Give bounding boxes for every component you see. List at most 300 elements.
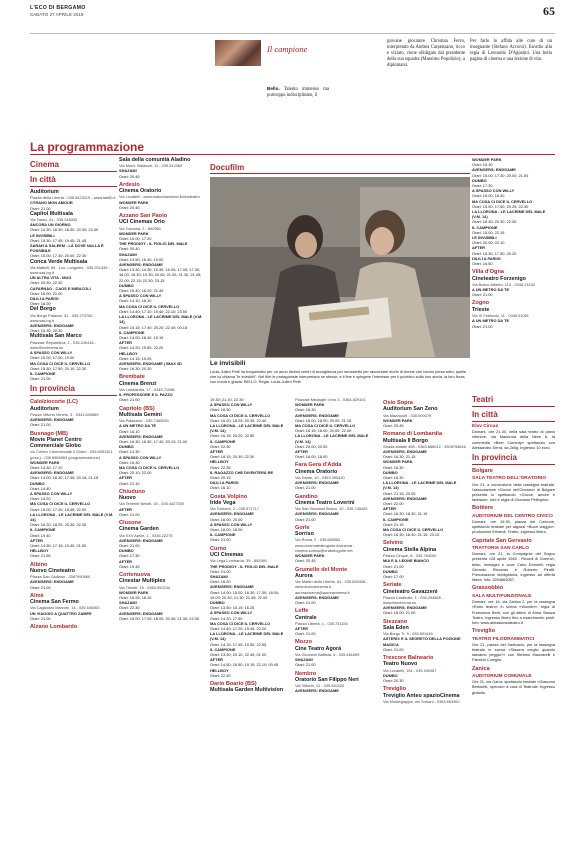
film-title: SHAZAM! [119,168,137,174]
cinema-name: Cinema Teatro Loverini [295,500,355,507]
town-name: Bolgare [472,468,493,475]
showtimes: Orari: 20.00; 22.00 [295,443,328,449]
heading-rule [30,171,117,172]
cinema-name: Treviglio Anteo spazioCinema [383,692,460,699]
section-heading: In provincia [472,453,517,463]
showtimes: Orari: 14.30 [119,449,140,455]
cinema-address: Via Borgo Palazzo, 51 - 035.270760 - www.sas.bg.it [30,312,95,323]
film-title: A UN METRO DA TE [472,318,510,324]
film-title: AVENGERS: ENDGAME | IMAX 3D [119,360,182,366]
cinema-name: Centrale [295,614,317,621]
showtimes: Orari: 21.00 [472,323,493,329]
cinema-address: Piazza Libertà, 1 - 035.731154 [295,620,348,626]
film-title: AVENGERS: ENDGAME [30,417,74,423]
film-title: A SPASSO CON WILLY [30,490,73,496]
listing-column-7 [472,392,555,695]
town-name: Zogno [472,300,490,307]
film-title: THE PRODIGY - IL FIGLIO DEL MALE [119,241,188,247]
film-title: IL CAMPIONE [210,438,236,444]
page-number: 65 [543,4,555,18]
showtimes: Orari: 21.00 [119,543,140,549]
town-name: Alzano Lombardo [30,624,78,631]
film-title: CYRANO MON AMOUR [30,200,73,206]
showtimes: Orari: 15.00; 17.30; 20.00; 22.30 [30,253,87,259]
cinema-address: Via Bosco Alberto, 113 - 0346.21532 [472,281,536,287]
listing-column-2 [119,157,205,621]
showtimes: Orari: 14.20; 19.50; 22.20 [119,345,164,351]
showtimes: Orari: 18.15; 20.30; 22.30 [210,454,255,460]
film-title: SHAZAM! [210,573,228,579]
town-name: Brembate [119,374,145,381]
film-title: UN ALTRA VITA - MUG [30,275,72,281]
showtimes: Orari: 20.00; 22.10 [472,240,505,246]
film-title: AFTER [472,245,485,251]
film-title: A SPASSO CON WILLY [30,350,73,356]
showtimes: Orari: 17.30 [119,553,140,559]
cinema-name: Multisala Garden Multivision [210,687,284,694]
film-title: DUMBO [383,568,398,574]
town-name: Fara Gera d'Adda [295,462,342,469]
cinema-name: Cinestar Multiplex [119,578,166,585]
showtimes: Orari: 21.00 [295,516,316,522]
cinema-name: Cinema Brenzi [119,380,157,387]
film-title: AFTER [119,506,132,512]
film-title: AFTER [30,537,43,543]
film-title: WONDER PARK [295,402,325,408]
film-title: SHAZAM! [119,251,137,257]
film-title: AFTER [383,506,396,512]
town-name: Grumello del Monte [295,566,348,573]
film-title: LA LLORONA - LE LACRIME DEL MALE (V.M. 14) [119,314,203,325]
cinema-address: Via San Giovanni Bosco, 10 - 035.745425 [295,506,368,512]
film-title: HELLBOY [30,548,49,554]
cinema-name: Cinema Oratorio [295,468,338,475]
film-title: AVENGERS: ENDGAME [472,167,516,173]
showtimes: Orari: 20.15 [210,475,231,481]
town-name: Seriate [383,582,402,589]
film-title: MIA E IL LEONE BIANCO [383,558,430,564]
section-heading: In città [472,410,498,419]
teaser-text-1 [267,86,329,99]
town-name: Bottiere [472,505,494,512]
showtimes: Orari: 16.20; 18.25; 20.35; 22.40 [210,417,267,423]
featured-film-teaser [215,36,555,132]
film-title: DUMBO [119,444,134,450]
film-title: HELLBOY [210,459,229,465]
town-name: Busnago (MB) [30,430,68,437]
film-title: AVENGERS: ENDGAME [119,610,163,616]
showtimes: Orari: 16.20 [210,579,231,585]
cinema-name: Multisala San Marco [30,333,82,340]
showtimes: Orari: 22.35 [210,464,231,470]
showtimes: Orari: 21.55 [30,553,51,559]
film-title: AVENGERS: ENDGAME [383,495,427,501]
town-name: Curno [210,545,227,552]
film-title: DILILÌ A PARIGI [472,255,501,261]
docufilm-caption: Louis-Julien Petit ha frequentato per un anno diversi centri di accoglienza per senzatetto per raccontare storie di donne che hanno perso tutto; quelle che lui chiama "le invisibili". Nel film le protagoniste interpretano se stesse, e il fine è spingere l'interesse per il pubblico sulla loro storia, la loro forza, con ironia e grazia. BELLO. Regia: Louis-Julien Petit. [210,369,467,384]
film-title: WONDER PARK [295,553,325,559]
film-title: IL CAMPIONE [119,329,145,335]
showtimes: Orari: 20.45 [295,558,316,564]
cinema-name: Nuovo [119,495,136,502]
film-title: SHAZAM! [119,600,137,606]
film-title: AVENGERS: ENDGAME [295,594,339,600]
section-heading: Cinema [30,160,59,169]
teaser-photo [215,40,261,66]
cinema-name: UCI Cinemas [210,552,244,559]
film-title: A SPASSO CON WILLY [210,402,253,408]
cinema-name: Auditorium San Zeno [383,406,438,413]
showtimes: Orari: 14.10; 16.10 [119,298,152,304]
teaser-text-3: Per farlo lo affida alle cure di un insegnante (Stefano Accorsi). Esordio alla regia di Leonardo D'Agostini. Una bella pagina di cinema e una lezione di vita. [470,39,552,62]
film-title: SHAZAM! [295,657,313,663]
town-name: Dario Boario (BS) [210,680,257,687]
film-title: A SPASSO CON WILLY [119,293,162,299]
showtimes: Orari: 14.50; 17.15; 19.40; 21.50 [30,543,87,548]
teaser-text: Talento immenso ma purtroppo indisciplinato, il [267,87,329,98]
showtimes: Orari: 16.30 [210,407,231,413]
showtimes: Orari: 16.00; 18.00 [210,527,243,533]
town-name: Osio Sopra [383,400,413,406]
cinema-address: c/o Centro Commerciale Il Globo - 039.6951321 (prov.) - 039.6956959 (programmazione) [30,449,113,460]
cinema-address: Via XI Febbraio, 11 - 0345.91051 [472,313,529,319]
showtimes: Orari: 21.00 [30,205,51,211]
cinema-name: Capitol Multisala [30,210,73,217]
cinema-address: Via Montegrappa, via Torriani - 0363.563460 [383,698,460,704]
docufilm-rule [210,173,470,174]
showtimes: Orari: 15.50; 17.50; 20.25; 22.30 [472,203,529,209]
film-title: MA COSA CI DICE IL CERVELLO [119,464,180,470]
showtimes: Orari: 00.40 [119,246,140,252]
showtimes: Orari: 20.30; 22.30 [30,280,63,286]
cinema-name: Multisala Gemini [119,411,162,418]
film-title: DILILÌ A PARIGI [210,480,239,486]
film-title: WONDER PARK [119,230,149,236]
teaser-text-2: giovane giocatore Christian Ferro, interpretato da Andrea Carpenzano, ricco e viziato, viene obbligato dal presidente della sua squadra (Massimo Popolizio), a diplomarsi. [387,39,465,68]
showtimes: Orari: 21.00 [30,615,51,621]
cinema-address: Via Martiri della Libertà, 61 - 035.830408 - www.auroracinema.it - auroracinema@auroracinema.it [295,579,368,595]
town-name: Grassobbio [472,585,504,592]
film-title: AVENGERS: ENDGAME [30,470,74,476]
film-title: AVENGERS: ENDGAME [210,511,254,517]
listing-column-1 [30,157,117,630]
showtimes: Orari: 16.30 [295,407,316,413]
showtimes: Orari: 21.00 [295,662,316,668]
film-title: MA COSA CI DICE IL CERVELLO [30,360,91,366]
film-title: AFTER [210,449,223,455]
listing-column-4 [295,397,378,694]
showtimes: Orari: 14.00; 15.00; 16.30; 17.30; 18.00; 19.00; 20.30; 21.30; 21.45; 22.00 [210,589,280,600]
showtimes: Orari: 14.40; 17.20; 19.45; 22.20 [210,625,267,631]
showtimes: Orari: 21.00 [472,292,493,298]
showtimes: Orari: 14.50; 16.50; 19.15; 22.10; 00.45 [210,662,279,668]
event-description: Domani, ore 16.30, piazza del Comune, spettacolo teatrale per ragazzi «Buon viaggio», produzione Erbamil. Teatro, ingresso libero. [472,519,555,535]
film-title: WONDER PARK [30,459,60,465]
film-title: HELLBOY [210,667,229,673]
cinema-address: Piazza San Giuliano - 3387990560 [30,574,91,580]
film-title: AFTER [295,625,308,631]
film-title: DILILÌ A PARIGI [30,296,59,302]
film-title: DUMBO [210,599,225,605]
cinema-address: Via Locatelli, 104 - 035.940087 [383,667,437,673]
showtimes: Orari: 16.10 [119,428,140,434]
cinema-address: Via Tenente Belotti, 40 - 035.4427300 [119,501,184,507]
cinema-address: Piazza della Libertà - 035.3423219 - www.lab80.it [30,195,116,201]
showtimes: Orari: 20.30 [383,677,404,683]
showtimes: Orari: 15.15; 17.40; 20.20; 22.40; 00.15 [119,324,188,330]
cinema-address: Via Mazzucoti - 035.500079 [383,412,432,418]
showtimes: Orari: 16.50 [472,261,493,267]
cinema-address: Via Toscana, 2 - 892960 [119,225,161,231]
town-name: Cortenuova [119,572,151,579]
showtimes: Orari: 15.30; 17.45; 19.45; 21.45 [30,237,87,243]
film-title: LA LLORONA - LE LACRIME DEL MALE (V.M. 14) [210,423,284,434]
town-name: Capriate San Gervasio [472,537,532,544]
cinema-address: Piazza Cardinale, 1 - 035.294868 - www.ilnecinema.eu [383,594,444,605]
cinema-address: Via Mons. Balduzzi, 11 - 035.512360 [119,163,183,169]
heading-rule [472,406,555,407]
film-title: DUMBO [119,282,134,288]
film-title: IL CAMPIONE [30,527,56,533]
showtimes: Orari: 16.30 [383,464,404,470]
showtimes: Orari: 15.30; 17.50; 20.20 [472,250,517,256]
showtimes: Orari: 16.00; 18.00; 20.00; 21.15 [295,417,352,423]
showtimes: Orari: 15.00; 17.30; 20.00; 21.00 [472,172,529,178]
showtimes: Orari: 16.30 [383,475,404,481]
event-description: Domani, ore 16, via Zanica 2, per la rassegna «Estro teatro» in scena «Wonder», regia di Francesca Berti, con gli allievi di Alma Stanza Teatro. Ingresso libero fino a esaurimento posti. Info: www.almastanzateatro.it [472,599,555,625]
film-title: AFTER [210,657,223,663]
event-description: Ore 21, piazza del Santuario, per la rassegna teatrale in scena «Stasera meglio quando stavamo peggio?» con Stefano Manzarelli e Fabrizio Coniglio. [472,641,555,663]
film-title: LA LLORONA - LE LACRIME DEL MALE (V.M. 14) [472,209,546,220]
town-name: Nembro [295,670,317,677]
film-title: ANCORA UN GIORNO [30,222,71,228]
showtimes: Orari: 16.10 [210,485,231,491]
venue-name: Elav Circus [472,424,499,429]
film-title: AVENGERS: ENDGAME [295,412,339,418]
film-title: LA LLORONA - LE LACRIME DEL MALE (V.M. 14) [383,480,457,491]
film-title: A SPASSO CON WILLY [210,521,253,527]
event-description: Ore 21, via Garra, spettacolo teatrale «Giacomo Bertoletti, operaio» a cura di Teatrulle. Ingresso gratuito. [472,679,555,695]
showtimes: Orari: 15.30; 17.50; 20.10; 22.30 [30,365,87,371]
showtimes: Orari: 16.00; 21.00 [383,610,416,616]
section-heading: In città [30,175,56,184]
cinema-address: Piazzale Repubblica, 2 - 035.240416 - www.filmcinema.eu [30,339,96,350]
cinema-name: Cineteatro Forzenigo [472,275,526,282]
showtimes: Orari: 22.30 [210,672,231,678]
docufilm-caption-title: Le invisibili [210,360,246,367]
showtimes: Orari: 16.30 [119,459,140,465]
cinema-name: Teatro Nuovo [383,661,418,668]
cinema-name: Movie Planet Centro Commerciale Globo [30,436,82,450]
cinema-address: Via Tasso, 41 - 035.248330 [30,217,78,223]
film-title: A SPASSO CON WILLY [210,610,253,616]
cinema-address: Via Lega Lombarda, 39 - 892960 [210,558,267,564]
showtimes: Orari: 22.00 [383,501,404,507]
film-title: IL CAMPIONE [472,224,498,230]
film-title: AFTER [119,340,132,346]
film-title: A SPASSO CON WILLY [472,188,515,194]
showtimes: Orari: 16.00; 20.00 [210,516,243,522]
town-name: Almè [30,592,44,599]
cinema-name: Sala della comunità Aladino [119,157,191,163]
newspaper-name: L'ECO DI BERGAMO [30,5,86,11]
showtimes: Orari: 21.00 [30,376,51,382]
film-title: AVENGERS: ENDGAME [295,511,339,517]
cinema-name: Auditorium [30,405,59,412]
cinema-address: Via Roma, 2 - 035.656962 - www.cinemateatrogorle.it/cinema - cinema.sorriso@oratoriogorle.net [295,537,355,553]
cinema-name: Cinema Oratorio [119,188,162,195]
showtimes: Orari: 14.00; 16.30; 17.35; 20.15; 21.15 [30,475,99,481]
cinema-address: Via XXV Aprile, 1 - 0346.22275 [119,532,173,538]
film-title: ASTERIX E IL SEGRETO DELLA POZIONE MAGICA [383,636,461,647]
cinema-name: Multisala Il Borgo [383,437,428,444]
heading-rule [30,395,117,396]
film-title: AFTER [119,558,132,564]
film-title: MA COSA CI DICE IL CERVELLO [472,198,533,204]
town-name: Capriolo (BS) [119,405,155,412]
showtimes: Orari: 14.40; 17.10; 19.40; 22.10; 23.50 [119,308,188,314]
film-title: MA COSA CI DICE IL CERVELLO [30,501,91,507]
film-title: AVENGERS: ENDGAME [119,262,163,268]
film-title: DUMBO [383,672,398,678]
film-title: AVENGERS: ENDGAME [295,480,339,486]
showtimes: Orari: 22.30 [119,605,140,611]
venue-name: TRATTORIA SAN CARLO [472,546,529,552]
showtimes: Orari: 15.00; 17.00; 19.00 [30,355,75,361]
cinema-name: Cinema San Fermo [30,599,79,606]
town-name: Azzano San Paolo [119,213,168,220]
cinema-name: Oratorio San Filippo Neri [295,676,359,683]
showtimes: Orari: 14.30; 16.30; 18.30; 20.30; 22.30 [30,227,99,233]
town-name: Treviglio [383,686,407,693]
film-title: DUMBO [383,469,398,475]
film-title: LA LLORONA - LE LACRIME DEL MALE (V.M. 14) [210,631,284,642]
teaser-title: Il campione [267,44,308,54]
town-name: Albino [30,561,48,568]
film-title: LA LLORONA - LE LACRIME DEL MALE (V.M. 14) [295,433,369,444]
showtimes: Orari: 01.00 [210,568,231,574]
cinema-address: Piazza Cinque, 6 - 035.764250 [383,553,437,559]
showtimes: Orari: 20.45 [119,204,140,210]
docufilm-label: Docufilm [210,163,245,172]
showtimes: Orari: 21.00 [383,646,404,652]
heading-rule [472,464,555,465]
showtimes: Orari: 19.40 [30,532,51,538]
showtimes: Orari: 21.00 [295,485,316,491]
cinema-name: Sorriso [295,531,314,538]
film-title: UN VIAGGIO A QUATTRO ZAMPE [30,610,92,616]
cinema-address: Via Vittoria, 12 - 035.520420 [295,683,345,689]
showtimes: Orari: 16.00; 21.00 [30,290,63,296]
film-title: MA COSA CI DICE IL CERVELLO [119,303,180,309]
event-description: Domani, ore 21, la Compagnia del Sogno presenta «28 aprile 1945 - Ricordi di Guerra», testo, immagini e voce Carlo Donnelli, regia Gerardo Riccardo e Roberto Pirotti. Prenotazione obbligatoria, ingresso ad offerta libera. Info: 3294663057. [472,551,555,583]
showtimes: Orari: 15.00; 18.40 [472,193,505,199]
town-name: Ardesio [119,181,140,188]
cinema-address: Via Locatelli - www.oratorioardesio.it/cineteatro [119,194,200,200]
showtimes: Orari: 15.30 [472,162,493,168]
cinema-address: Via Trieste, 15 - 0363.992244 [119,584,170,590]
venue-name: TEATRO FILODRAMMATICI [472,636,535,642]
showtimes: Orari: 16.30; 18.30; 21.15; 23.10 [383,532,440,538]
town-name: Mozzo [295,639,313,646]
venue-name: SALA TEATRO DELL'ORATORIO [472,476,546,482]
film-title: WONDER PARK [472,157,502,162]
cinema-name: Cinema Garden [119,526,159,533]
showtimes: Orari: 18.30; 20.30; 22.30 [472,219,517,225]
docufilm-photo [210,177,470,358]
showtimes: Orari: 21.00 [119,511,140,517]
cinema-address: Via Torrione, 2 - 035.971717 [210,506,259,512]
town-name: Villa d'Ogna [472,269,505,276]
town-name: Leffe [295,608,309,615]
film-title: LA LLORONA - LE LACRIME DEL MALE (V.M. 14) [30,511,114,522]
town-name: Zanica [472,665,490,672]
heading-rule [30,186,117,187]
film-title: CAFARNAO - CAOS E MIRACOLI [30,285,91,291]
teaser-rating: Bello. [267,86,280,91]
showtimes: Orari: 16.15; 20.20; 22.50 [210,433,255,439]
showtimes: Orari: 22.30 [210,443,231,449]
town-name: Selvino [383,540,403,547]
cinema-name: Conca Verde Multisala [30,258,88,265]
cinema-name: Trieste [472,306,490,313]
showtimes: Orari: 16.15; 18.00; 20.00; 22.00 [295,428,352,434]
film-title: AVENGERS: ENDGAME [119,433,163,439]
cinema-address: Via Dante, 10 - 0363.395420 [295,475,345,481]
film-title: HELLBOY [119,350,138,356]
page-header [30,0,555,34]
showtimes: Orari: 14.15; 19.25 [119,355,152,361]
showtimes: Orari: 14.20; 17.50 [210,615,243,621]
film-title: LE INVISIBILI [472,235,497,241]
showtimes: Orari: 14.30; 17.10 [30,464,63,470]
showtimes: 19.30; 21.10; 22.30 [210,397,244,402]
town-name: Costa Volpino [210,493,248,500]
town-name: Gorle [295,524,310,531]
showtimes: Orari: 16.30; 20.30 [30,328,63,334]
showtimes: Orari: 15.00; 22.15 [472,229,505,235]
film-title: A UN METRO DA TE [472,287,510,293]
showtimes: Orari: 14.40 [30,485,51,491]
film-title: IL PROFESSORE E IL PAZZO [119,392,173,398]
cinema-address: Via Cagliolaro Marconi, 14 - 035.545363 [30,605,100,611]
film-title: AVENGERS: ENDGAME [383,449,427,455]
heading-rule [472,421,555,422]
town-name: Calolziocorte (LC) [30,399,78,406]
showtimes: Orari: 13.30; 20.10; 22.45; 01.00 [210,651,267,657]
film-title: WONDER PARK [119,589,149,595]
film-title: DUMBO [119,548,134,554]
town-name: Trescore Balneario [383,654,434,661]
film-title: AVENGERS: ENDGAME [383,605,427,611]
cinema-address: Via Mattioli, 65 - Loc. Longuelo - 035.251339 - www.sas.bg.it [30,264,110,276]
section-heading: In provincia [30,384,75,394]
showtimes: Orari: 14.15; 17.45; 19.50; 22.55 [210,641,267,647]
showtimes: Orari: 16.00; 18.00 [295,454,328,460]
showtimes: Orari: 16.00 [30,301,51,307]
showtimes: Orari: 20.45 [119,173,140,179]
cinema-address: Piazzale Medaglie d'oro 2 - 0364.529101 [295,397,366,402]
film-title: IL CAMPIONE [383,516,409,522]
cinema-name: UCI Cinemas Orio [119,219,165,226]
film-title: MA COSA CI DICE IL CERVELLO [210,620,271,626]
film-title: AVENGERS: ENDGAME [30,323,74,329]
cinema-name: Iride Vega [210,500,236,507]
showtimes: Orari: 21.00 [210,537,231,543]
showtimes: Orari: 21.00 [295,599,316,605]
venue-name: SALA MULTIFUNZIONALE [472,593,532,599]
showtimes: Orari: 21.00 [383,563,404,569]
